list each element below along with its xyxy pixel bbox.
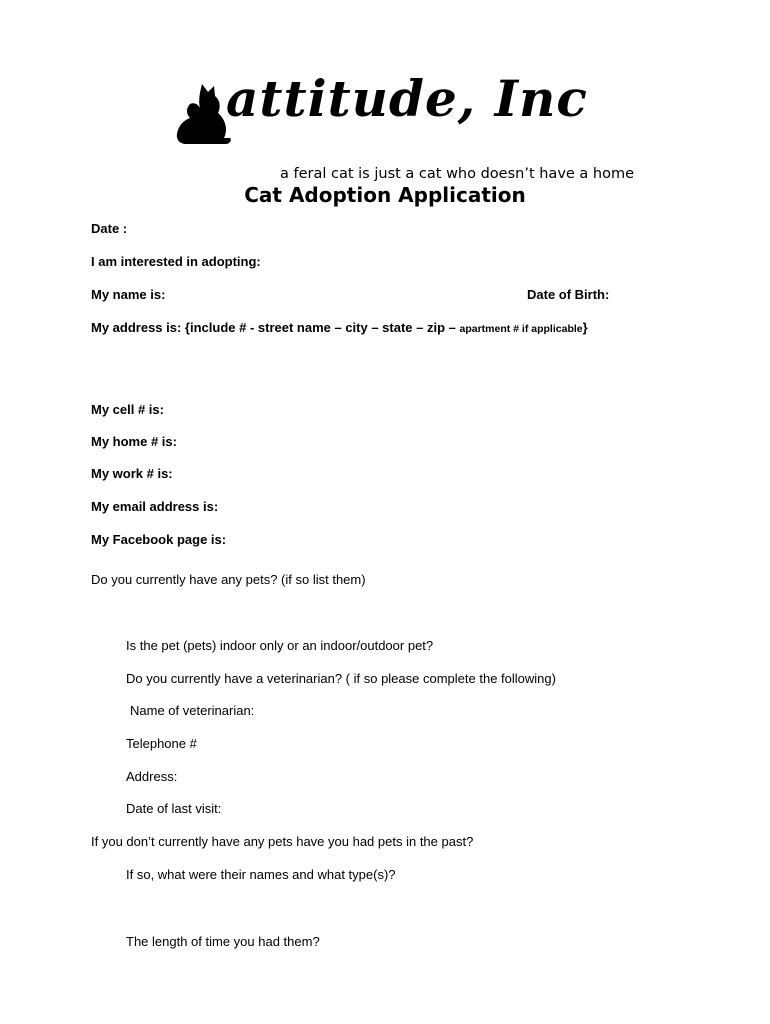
vet-phone-label: Telephone # bbox=[126, 736, 197, 751]
address-label-main: My address is: {include # - street name – city – state – zip – bbox=[91, 320, 456, 335]
date-label: Date : bbox=[91, 221, 128, 236]
logo bbox=[174, 69, 614, 150]
address-label bbox=[91, 320, 588, 335]
current-pets-question: Do you currently have any pets? (if so list them) bbox=[91, 572, 366, 587]
indoor-question: Is the pet (pets) indoor only or an indoor/outdoor pet? bbox=[126, 638, 434, 653]
past-pets-question: If you don’t currently have any pets have you had pets in the past? bbox=[91, 834, 474, 849]
address-label-small: apartment # if applicable bbox=[459, 323, 583, 335]
vet-last-visit-label: Date of last visit: bbox=[126, 801, 222, 816]
cell-label: My cell # is: bbox=[91, 402, 164, 417]
vet-address-label: Address: bbox=[126, 769, 178, 784]
past-names-question: If so, what were their names and what type(s)? bbox=[126, 867, 396, 882]
dob-label: Date of Birth: bbox=[527, 287, 610, 302]
email-label: My email address is: bbox=[91, 499, 219, 514]
page-title: Cat Adoption Application bbox=[244, 183, 526, 207]
facebook-label: My Facebook page is: bbox=[91, 532, 227, 547]
length-question: The length of time you had them? bbox=[126, 934, 320, 949]
home-label: My home # is: bbox=[91, 434, 177, 449]
tagline: a feral cat is just a cat who doesn’t have a home bbox=[280, 166, 635, 182]
address-label-end: } bbox=[582, 320, 588, 335]
logo-text: attitude, Inc bbox=[226, 69, 588, 128]
name-label: My name is: bbox=[91, 287, 166, 302]
interested-label: I am interested in adopting: bbox=[91, 254, 261, 269]
vet-name-label: Name of veterinarian: bbox=[130, 703, 255, 718]
cat-silhouette-icon bbox=[174, 80, 234, 150]
work-label: My work # is: bbox=[91, 466, 173, 481]
vet-question: Do you currently have a veterinarian? ( if so please complete the following) bbox=[126, 671, 556, 686]
